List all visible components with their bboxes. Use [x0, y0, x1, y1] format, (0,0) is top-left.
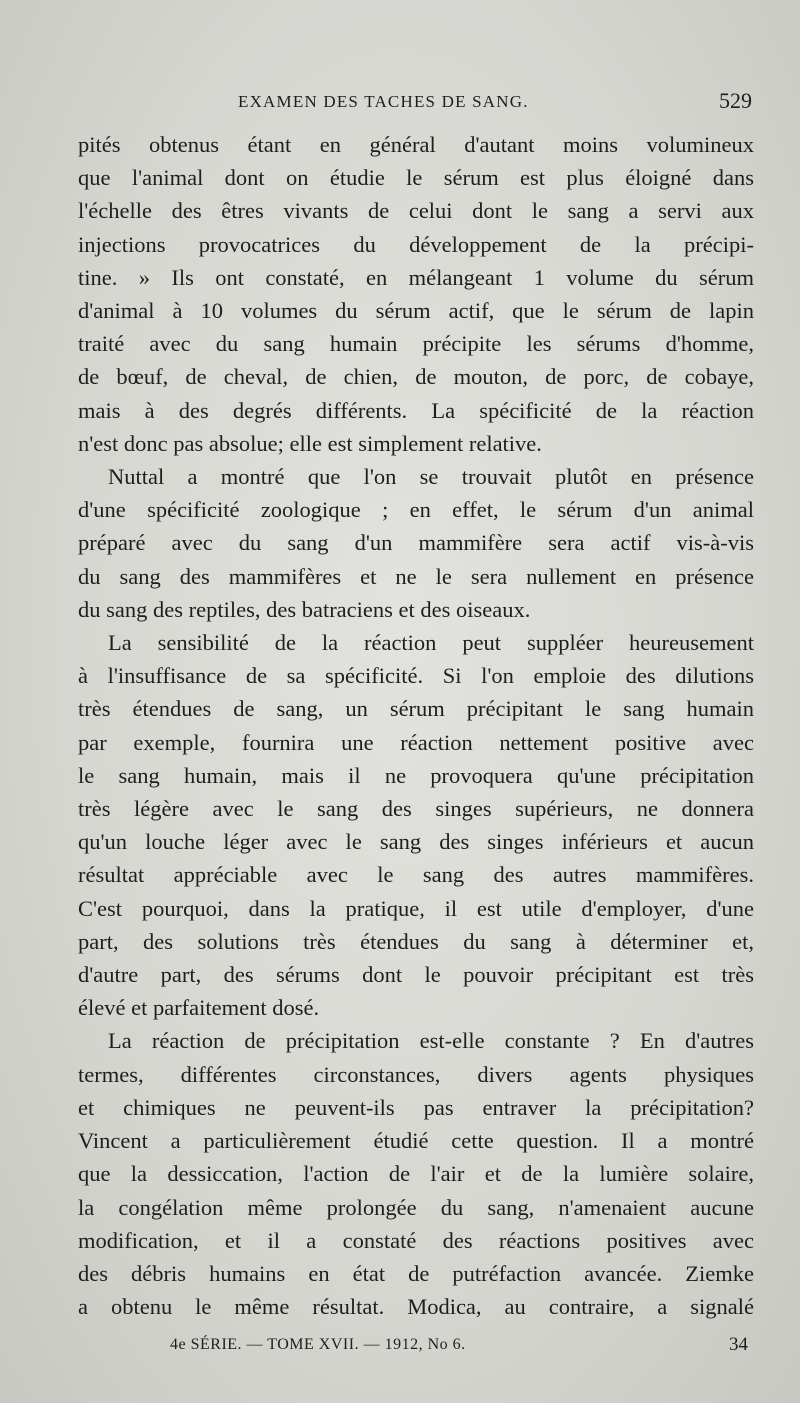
text-line: la congélation même prolongée du sang, n'amenaient aucune [78, 1194, 754, 1220]
page-number: 529 [719, 88, 752, 113]
text-line: l'échelle des êtres vivants de celui dont le sang a servi aux [78, 198, 754, 224]
text-line: d'une spécificité zoologique ; en effet, le sérum d'un animal [78, 497, 754, 523]
text-line: Vincent a particulièrement étudié cette question. Il a montré [78, 1128, 754, 1154]
signature-mark: 34 [729, 1334, 748, 1355]
text-line: des débris humains en état de putréfaction avancée. Ziemke [78, 1260, 754, 1286]
text-line: résultat appréciable avec le sang des autres mammifères. [78, 862, 754, 888]
series-volume-line: 4e SÉRIE. — TOME XVII. — 1912, No 6. [170, 1336, 466, 1353]
text-line: et chimiques ne peuvent-ils pas entraver la précipitation? [78, 1094, 754, 1120]
text-line: à l'insuffisance de sa spécificité. Si l'on emploie des dilutions [78, 663, 754, 689]
text-line: du sang des reptiles, des batraciens et des oiseaux. [78, 596, 531, 622]
text-line: très légère avec le sang des singes supérieurs, ne donnera [78, 796, 754, 822]
text-line: pités obtenus étant en général d'autant moins volumineux [78, 132, 754, 157]
running-title: EXAMEN DES TACHES DE SANG. [238, 92, 529, 111]
text-line: le sang humain, mais il ne provoquera qu'une précipitation [78, 762, 754, 788]
text-line: préparé avec du sang d'un mammifère sera actif vis-à-vis [78, 530, 754, 556]
text-line: que l'animal dont on étudie le sérum est plus éloigné dans [78, 165, 754, 191]
text-line: part, des solutions très étendues du sang à déterminer et, [78, 928, 754, 954]
text-line: par exemple, fournira une réaction nettement positive avec [78, 729, 754, 755]
text-line: La sensibilité de la réaction peut suppléer heureusement [108, 630, 754, 656]
text-line: a obtenu le même résultat. Modica, au contraire, a signalé [78, 1294, 754, 1320]
text-line: n'est donc pas absolue; elle est simplement relative. [78, 430, 542, 456]
text-line: que la dessiccation, l'action de l'air et de la lumière solaire, [78, 1161, 754, 1187]
text-line: élevé et parfaitement dosé. [78, 995, 320, 1021]
text-line: du sang des mammifères et ne le sera nullement en présence [78, 563, 754, 589]
page-footer [78, 1334, 754, 1364]
text-line: d'autre part, des sérums dont le pouvoir précipitant est très [78, 962, 754, 988]
running-header [78, 88, 760, 118]
body-text [78, 128, 754, 1323]
text-line: traité avec du sang humain précipite les sérums d'homme, [78, 331, 754, 357]
text-line: injections provocatrices du développement de la précipi- [78, 231, 754, 257]
text-line: d'animal à 10 volumes du sérum actif, que le sérum de lapin [78, 298, 754, 324]
text-line: La réaction de précipitation est-elle constante ? En d'autres [108, 1028, 754, 1054]
text-line: mais à des degrés différents. La spécificité de la réaction [78, 397, 754, 423]
text-line: termes, différentes circonstances, divers agents physiques [78, 1061, 754, 1087]
text-line: Nuttal a montré que l'on se trouvait plutôt en présence [108, 464, 754, 490]
text-line: modification, et il a constaté des réactions positives avec [78, 1227, 754, 1253]
text-line: tine. » Ils ont constaté, en mélangeant 1 volume du sérum [78, 264, 754, 290]
text-line: C'est pourquoi, dans la pratique, il est utile d'employer, d'une [78, 895, 754, 921]
text-line: qu'un louche léger avec le sang des singes inférieurs et aucun [78, 829, 754, 855]
text-line: très étendues de sang, un sérum précipitant le sang humain [78, 696, 754, 722]
text-line: de bœuf, de cheval, de chien, de mouton, de porc, de cobaye, [78, 364, 754, 390]
